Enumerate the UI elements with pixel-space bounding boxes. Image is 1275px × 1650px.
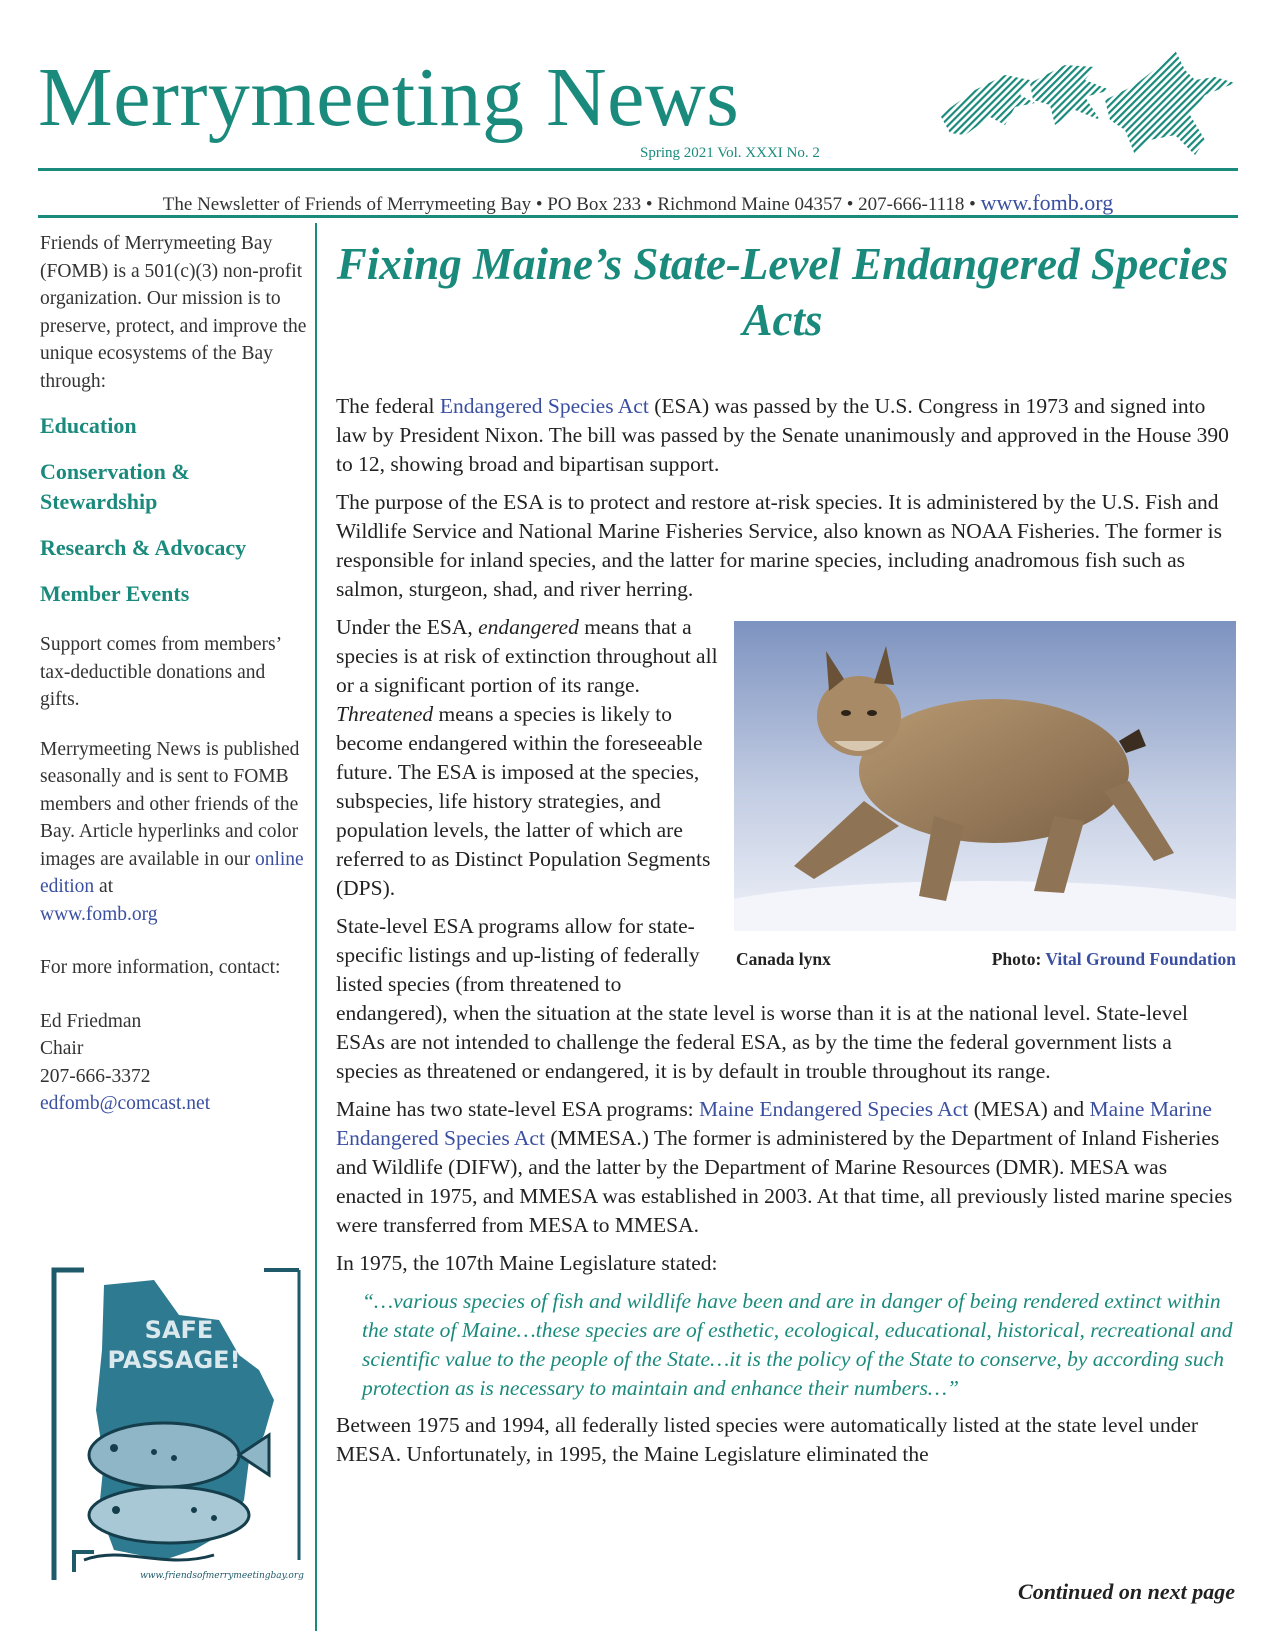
continued-note: Continued on next page [1018,1579,1235,1604]
caption-species: Canada lynx [736,949,831,969]
sidebar-support: Support comes from members’ tax-deductible donations and gifts. [40,634,281,710]
paragraph-6: In 1975, the 107th Maine Legislature stated: [336,1251,718,1275]
issue-line: Spring 2021 Vol. XXXI No. 2 [640,145,820,161]
newsletter-info-text: The Newsletter of Friends of Merrymeeting Bay • PO Box 233 • Richmond Maine 04357 • 207-666-1118 • [162,194,981,215]
masthead-title: Merrymeeting News [38,51,740,144]
paragraph-5 [336,1095,1236,1240]
poster-url: www.friendsofmerrymeetingbay.org [140,1571,304,1581]
contact-email-link[interactable]: edfomb@comcast.net [40,1093,211,1114]
caption-credit [992,945,1236,974]
sidebar-more-info: For more information, contact: [40,957,281,978]
sidebar-site-link[interactable]: www.fomb.org [40,903,158,925]
online-edition-link[interactable]: online edition [40,848,304,897]
p3-em-threatened: Threatened [336,702,434,726]
p3-em-endangered: endangered [478,615,579,639]
mmesa-link[interactable]: Maine Marine Endangered Species Act [336,1097,1212,1150]
safe-passage-poster [44,1260,309,1585]
poster-title-line1: SAFE [144,1316,214,1344]
paragraph-1 [336,392,1236,479]
p3-text-b: means that a species is at risk of extinction throughout all or a significant portion of its range. [336,615,718,697]
p1-text-b: (ESA) was passed by the U.S. Congress in 1973 and signed into law by President Nixon. The bill was passed by the Senate unanimously and approved in the House 390 to 12, showing broad and bipartisan support. [336,394,1229,476]
sidebar-published [40,736,308,929]
birds-logo-icon [935,45,1240,170]
sidebar-published-text: Merrymeeting News is published seasonally and is sent to FOMB members and other friends of the Bay. Article hyperlinks and color images are available in our [40,738,300,870]
sidebar [40,230,308,1118]
program-conservation: Conservation & Stewardship [40,459,190,514]
article-body [336,392,1236,1478]
masthead-rule-bottom [38,215,1238,218]
p5-text-b: (MESA) and [968,1097,1090,1121]
article-headline: Fixing Maine’s State-Level Endangered Species Acts [336,239,1229,345]
vital-ground-link[interactable]: Vital Ground Foundation [1045,949,1236,969]
paragraph-4: State-level ESA programs allow for state-specific listings and up-listing of federally listed species (from threatened to endangered), when the situation at the state level is worse than it is at the national level. State-level ESAs are not intended to challenge the federal ESA, as by the time the federal government lists a species as threatened or endangered, it is by default in trouble throughout its range. [336,914,1188,1083]
program-research: Research & Advocacy [40,535,247,560]
poster-title-line2: PASSAGE! [107,1346,241,1374]
p5-text-c: (MMESA.) The former is administered by the Department of Inland Fisheries and Wildlife (DIFW), and the latter by the Department of Marine Resources (DMR). MESA was enacted in 1975, and MMESA was established in 2003. At that time, all previously listed marine species were transferred from MESA to MMESA. [336,1126,1233,1237]
mesa-link[interactable]: Maine Endangered Species Act [699,1097,969,1121]
p5-text-a: Maine has two state-level ESA programs: [336,1097,700,1121]
contact-role: Chair [40,1038,84,1059]
p1-text-a: The federal [336,394,440,418]
newsletter-info-line [38,190,1238,216]
esa-link[interactable]: Endangered Species Act [439,394,649,418]
photo-caption [734,945,1236,969]
sidebar-at: at [94,876,114,897]
paragraph-7: Between 1975 and 1994, all federally listed species were automatically listed at the state level under MESA. Unfortunately, in 1995, the Maine Legislature eliminated the [336,1413,1199,1466]
program-events: Member Events [40,581,190,606]
p3-text-a: Under the ESA, [336,615,479,639]
caption-photo-label: Photo: [991,949,1046,969]
canada-lynx-photo [734,621,1236,931]
column-divider [315,223,317,1631]
p3-text-c: means a species is likely to become endangered within the foreseeable future. The ESA is imposed at the species, subspecies, life history strategies, and population levels, the latter of which are referred to as Distinct Population Segments (DPS). [336,702,711,900]
contact-block [40,1008,308,1118]
sidebar-intro: Friends of Merrymeeting Bay (FOMB) is a 501(c)(3) non-profit organization. Our mission is to preserve, protect, and improve the unique ecosystems of the Bay through: [40,233,307,392]
contact-name: Ed Friedman [40,1010,142,1032]
masthead-rule-top [38,168,1238,171]
program-education: Education [40,413,137,438]
contact-phone: 207-666-3372 [40,1065,151,1087]
paragraph-2: The purpose of the ESA is to protect and restore at-risk species. It is administered by the U.S. Fish and Wildlife Service and National Marine Fisheries Service, also known as NOAA Fisheries. The former is responsible for inland species, and the latter for marine species, including anadromous fish such as salmon, sturgeon, shad, and river herring. [336,490,1223,601]
lynx-figure [734,621,1236,981]
website-link[interactable]: www.fomb.org [980,190,1114,215]
legislature-quote: “…various species of fish and wildlife have been and are in danger of being rendered extinct within the state of Maine…these species are of esthetic, ecological, educational, historical, recreational and scientific value to the people of the State…it is the policy of the State to conserve, by according such protection as is necessary to maintain and enhance their numbers…” [362,1289,1233,1400]
